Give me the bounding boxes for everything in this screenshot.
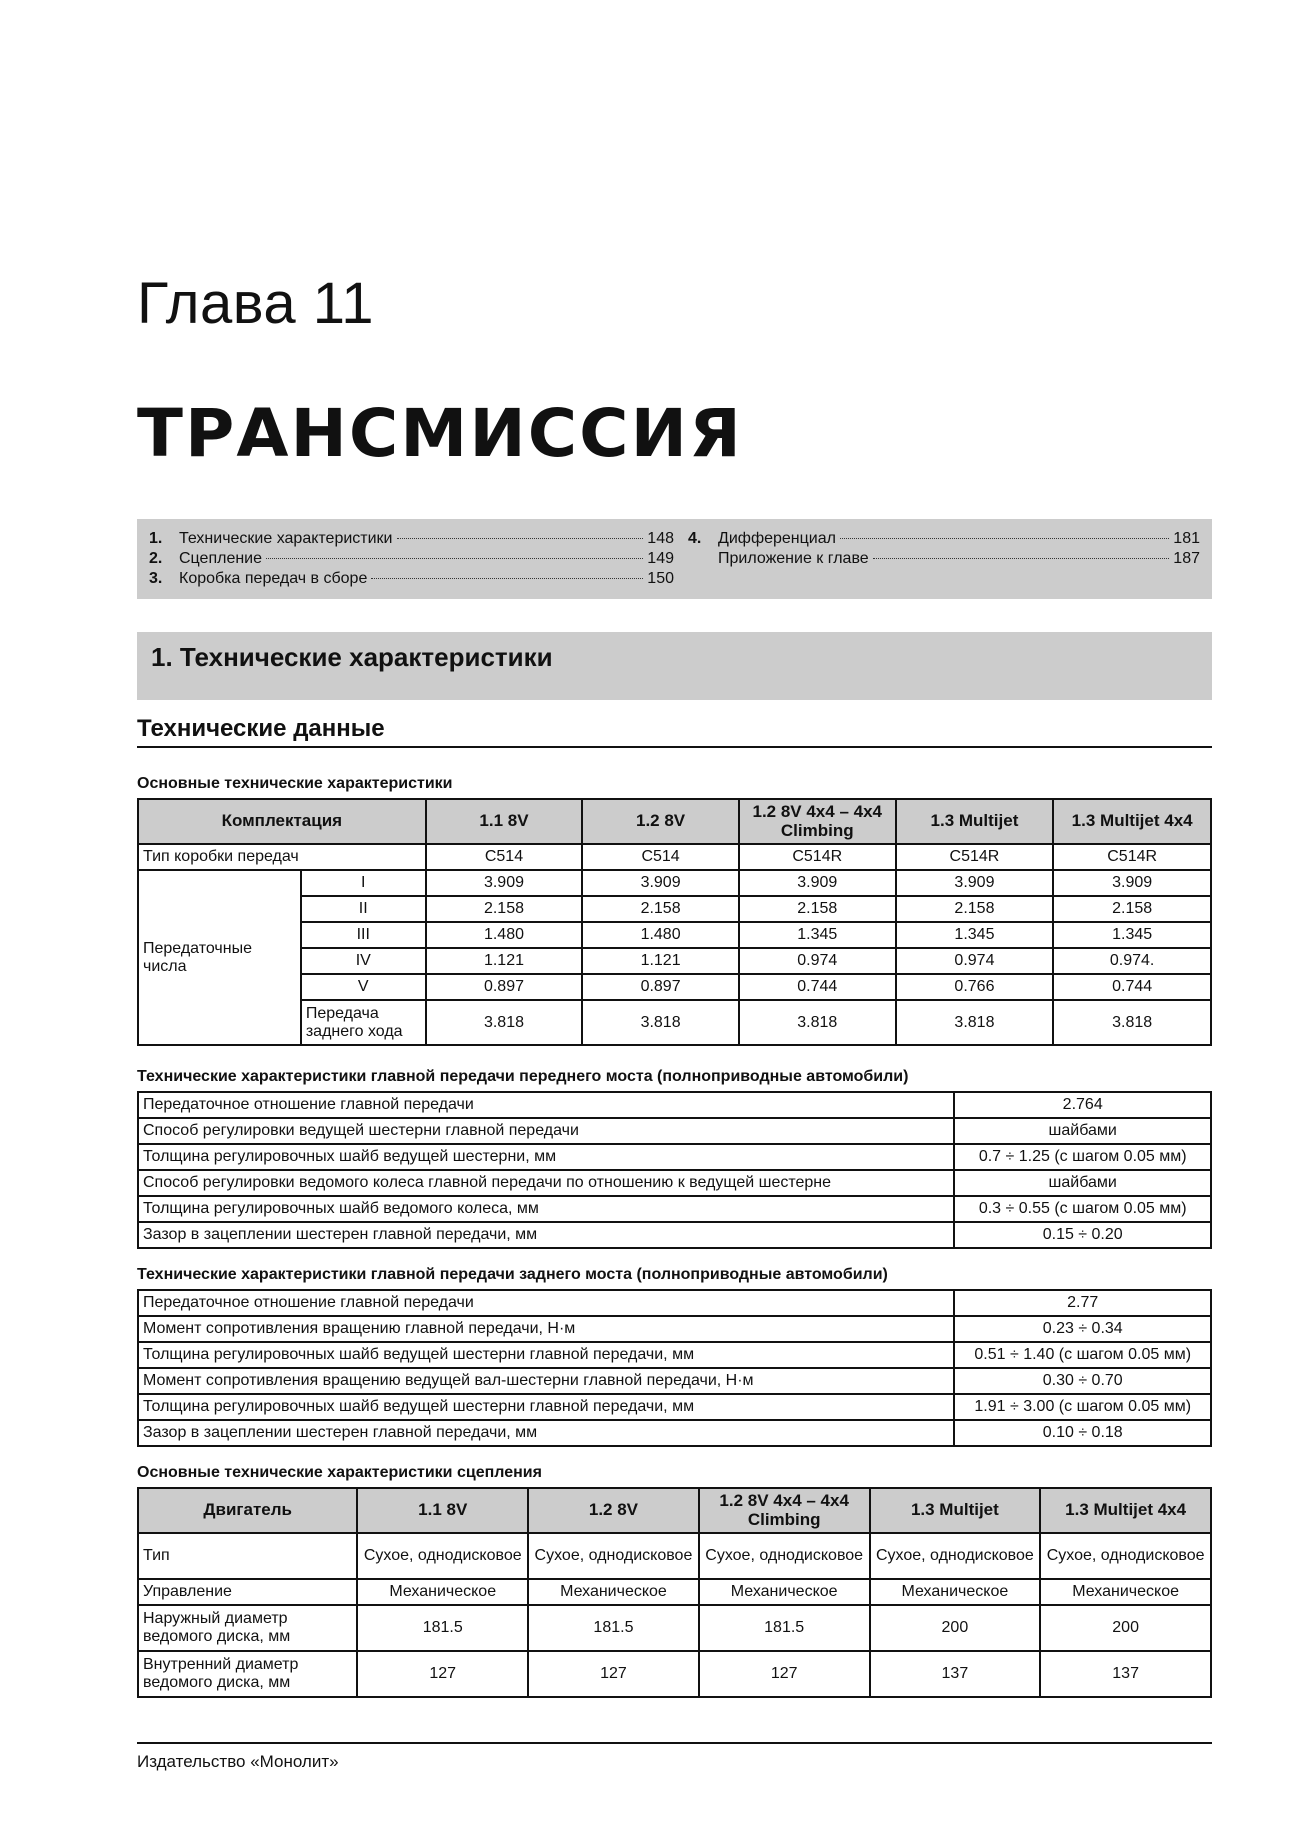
column-header: 1.2 8V 4x4 – 4x4 Climbing (739, 799, 896, 844)
leader-dots (840, 538, 1169, 539)
contents-item[interactable]: 2. Сцепление 149 (149, 550, 674, 567)
publisher-footer: Издательство «Монолит» (137, 1752, 339, 1771)
table-header-row (138, 799, 1211, 844)
table-row (138, 1651, 1211, 1697)
table-cell: 0.766 (896, 974, 1054, 1000)
gear-label: IV (301, 948, 426, 974)
table-row (138, 1533, 1211, 1579)
table-row (138, 1222, 1211, 1248)
column-header: 1.3 Multijet (896, 799, 1054, 844)
contents-item[interactable]: 1. Технические характеристики 148 (149, 530, 674, 547)
table-cell: 181.5 (357, 1605, 528, 1651)
gear-label: Передача заднего хода (301, 1000, 426, 1045)
table-cell: 0.10 ÷ 0.18 (954, 1420, 1211, 1446)
table-cell: 2.158 (1053, 896, 1211, 922)
contents-item-page: 149 (647, 550, 674, 567)
row-label: Передаточное отношение главной передачи (138, 1092, 954, 1118)
table-cell: C514 (426, 844, 583, 870)
table-cell: 1.480 (582, 922, 739, 948)
gear-label: I (301, 870, 426, 896)
table-cell: 0.897 (582, 974, 739, 1000)
chapter-number: Глава 11 (137, 271, 374, 336)
table-cell: 200 (1040, 1605, 1211, 1651)
table-cell: 3.818 (582, 1000, 739, 1045)
table-cell: 2.158 (739, 896, 896, 922)
table-row (138, 1342, 1211, 1368)
row-label: Тип (138, 1533, 357, 1579)
table-cell: Сухое, однодисковое (699, 1533, 870, 1579)
table-cell: 1.345 (739, 922, 896, 948)
table-header-row (138, 1488, 1211, 1533)
table-cell: 200 (870, 1605, 1041, 1651)
contents-item-page: 187 (1173, 550, 1200, 567)
table-cell: 2.158 (582, 896, 739, 922)
table-cell: Механическое (357, 1579, 528, 1605)
row-label: Зазор в зацеплении шестерен главной передачи, мм (138, 1420, 954, 1446)
table-row (138, 1170, 1211, 1196)
table-caption-main-specs: Основные технические характеристики (137, 775, 453, 792)
row-label: Толщина регулировочных шайб ведущей шестерни главной передачи, мм (138, 1394, 954, 1420)
table-row (138, 844, 1211, 870)
contents-item-label: Коробка передач в сборе (179, 570, 368, 587)
table-cell: C514R (739, 844, 896, 870)
table-cell: 1.345 (1053, 922, 1211, 948)
table-row (138, 1394, 1211, 1420)
table-cell: 0.974. (1053, 948, 1211, 974)
table-cell: 3.909 (1053, 870, 1211, 896)
table-cell: Сухое, однодисковое (528, 1533, 699, 1579)
row-label: Способ регулировки ведомого колеса главной передачи по отношению к ведущей шестерне (138, 1170, 954, 1196)
contents-column-right (688, 530, 1200, 570)
table-row (138, 1605, 1211, 1651)
table-cell: 127 (699, 1651, 870, 1697)
contents-item-page: 181 (1173, 530, 1200, 547)
table-cell: 137 (870, 1651, 1041, 1697)
subsection-title: Технические данные (137, 715, 1212, 748)
table-cell: 3.818 (896, 1000, 1054, 1045)
section-header (137, 632, 1212, 700)
contents-item[interactable]: 4. Дифференциал 181 (688, 530, 1200, 547)
leader-dots (397, 538, 644, 539)
table-cell: 2.764 (954, 1092, 1211, 1118)
column-header: Комплектация (138, 799, 426, 844)
column-header: 1.1 8V (357, 1488, 528, 1533)
row-label: Управление (138, 1579, 357, 1605)
row-label: Толщина регулировочных шайб ведущей шестерни главной передачи, мм (138, 1342, 954, 1368)
table-row (138, 1092, 1211, 1118)
table-row (138, 1368, 1211, 1394)
clutch-specs-table (137, 1487, 1212, 1698)
table-cell: 1.121 (582, 948, 739, 974)
table-cell: Сухое, однодисковое (870, 1533, 1041, 1579)
table-cell: 0.744 (739, 974, 896, 1000)
table-cell: C514R (1053, 844, 1211, 870)
table-cell: Механическое (699, 1579, 870, 1605)
table-cell: 3.818 (1053, 1000, 1211, 1045)
row-label: Момент сопротивления вращению ведущей вал-шестерни главной передачи, Н·м (138, 1368, 954, 1394)
table-caption-clutch: Основные технические характеристики сцепления (137, 1464, 542, 1481)
table-cell: 1.91 ÷ 3.00 (с шагом 0.05 мм) (954, 1394, 1211, 1420)
table-cell: 181.5 (528, 1605, 699, 1651)
row-group-label: Передаточные числа (138, 870, 301, 1045)
leader-dots (371, 578, 643, 579)
contents-item-page: 148 (647, 530, 674, 547)
row-label: Толщина регулировочных шайб ведущей шестерни, мм (138, 1144, 954, 1170)
row-label: Момент сопротивления вращению главной передачи, Н·м (138, 1316, 954, 1342)
column-header: 1.1 8V (426, 799, 583, 844)
table-row (138, 1290, 1211, 1316)
table-cell: 181.5 (699, 1605, 870, 1651)
table-row (138, 1420, 1211, 1446)
contents-item-label: Сцепление (179, 550, 263, 567)
chapter-title: ТРАНСМИССИЯ (137, 395, 743, 472)
contents-item-label: Технические характеристики (179, 530, 393, 547)
table-row (138, 870, 1211, 896)
table-cell: 2.77 (954, 1290, 1211, 1316)
table-cell: 0.974 (739, 948, 896, 974)
contents-column-left (149, 530, 674, 590)
table-cell: 137 (1040, 1651, 1211, 1697)
table-cell: 0.744 (1053, 974, 1211, 1000)
table-cell: 1.345 (896, 922, 1054, 948)
row-label: Внутренний диаметр ведомого диска, мм (138, 1651, 357, 1697)
chapter-contents (137, 519, 1212, 599)
table-cell: 0.23 ÷ 0.34 (954, 1316, 1211, 1342)
table-cell: 2.158 (896, 896, 1054, 922)
table-caption-front-axle: Технические характеристики главной передачи переднего моста (полноприводные автомобили) (137, 1068, 909, 1085)
table-cell: Механическое (528, 1579, 699, 1605)
table-cell: 0.7 ÷ 1.25 (с шагом 0.05 мм) (954, 1144, 1211, 1170)
front-axle-table (137, 1091, 1212, 1249)
table-cell: 0.15 ÷ 0.20 (954, 1222, 1211, 1248)
table-cell: Сухое, однодисковое (1040, 1533, 1211, 1579)
table-cell: Сухое, однодисковое (357, 1533, 528, 1579)
row-label: Способ регулировки ведущей шестерни главной передачи (138, 1118, 954, 1144)
gear-label: II (301, 896, 426, 922)
table-cell: 3.818 (426, 1000, 583, 1045)
table-cell: 1.480 (426, 922, 583, 948)
table-row (138, 1196, 1211, 1222)
table-cell: 3.909 (896, 870, 1054, 896)
section-title: 1. Технические характеристики (151, 642, 553, 672)
gear-label: V (301, 974, 426, 1000)
table-cell: 3.909 (739, 870, 896, 896)
row-label: Передаточное отношение главной передачи (138, 1290, 954, 1316)
table-cell: C514 (582, 844, 739, 870)
table-cell: 127 (357, 1651, 528, 1697)
table-row (138, 1316, 1211, 1342)
row-label: Толщина регулировочных шайб ведомого колеса, мм (138, 1196, 954, 1222)
table-cell: 1.121 (426, 948, 583, 974)
column-header: 1.2 8V (528, 1488, 699, 1533)
contents-item[interactable]: 3. Коробка передач в сборе 150 (149, 570, 674, 587)
table-cell: 127 (528, 1651, 699, 1697)
table-row (138, 1118, 1211, 1144)
table-row (138, 1144, 1211, 1170)
contents-item-label: Дифференциал (718, 530, 836, 547)
table-cell: 2.158 (426, 896, 583, 922)
table-cell: 3.818 (739, 1000, 896, 1045)
table-cell: 0.3 ÷ 0.55 (с шагом 0.05 мм) (954, 1196, 1211, 1222)
column-header: 1.2 8V (582, 799, 739, 844)
footer-divider (137, 1742, 1212, 1744)
table-cell: C514R (896, 844, 1054, 870)
table-cell: шайбами (954, 1118, 1211, 1144)
table-caption-rear-axle: Технические характеристики главной передачи заднего моста (полноприводные автомобили) (137, 1266, 888, 1283)
table-cell: шайбами (954, 1170, 1211, 1196)
gear-label: III (301, 922, 426, 948)
table-cell: 0.897 (426, 974, 583, 1000)
table-cell: 0.51 ÷ 1.40 (с шагом 0.05 мм) (954, 1342, 1211, 1368)
table-cell: 3.909 (426, 870, 583, 896)
leader-dots (266, 558, 643, 559)
row-label: Тип коробки передач (138, 844, 426, 870)
table-cell: 0.974 (896, 948, 1054, 974)
column-header: 1.3 Multijet (870, 1488, 1041, 1533)
column-header: 1.3 Multijet 4x4 (1040, 1488, 1211, 1533)
table-cell: Механическое (1040, 1579, 1211, 1605)
column-header: Двигатель (138, 1488, 357, 1533)
table-cell: Механическое (870, 1579, 1041, 1605)
table-cell: 0.30 ÷ 0.70 (954, 1368, 1211, 1394)
column-header: 1.3 Multijet 4x4 (1053, 799, 1211, 844)
leader-dots (873, 558, 1170, 559)
rear-axle-table (137, 1289, 1212, 1447)
contents-item-label: Приложение к главе (718, 550, 869, 567)
main-specs-table (137, 798, 1212, 1046)
contents-item-page: 150 (647, 570, 674, 587)
table-cell: 3.909 (582, 870, 739, 896)
row-label: Зазор в зацеплении шестерен главной передачи, мм (138, 1222, 954, 1248)
column-header: 1.2 8V 4x4 – 4x4 Climbing (699, 1488, 870, 1533)
row-label: Наружный диаметр ведомого диска, мм (138, 1605, 357, 1651)
contents-item[interactable] (688, 550, 1200, 570)
table-row (138, 1579, 1211, 1605)
